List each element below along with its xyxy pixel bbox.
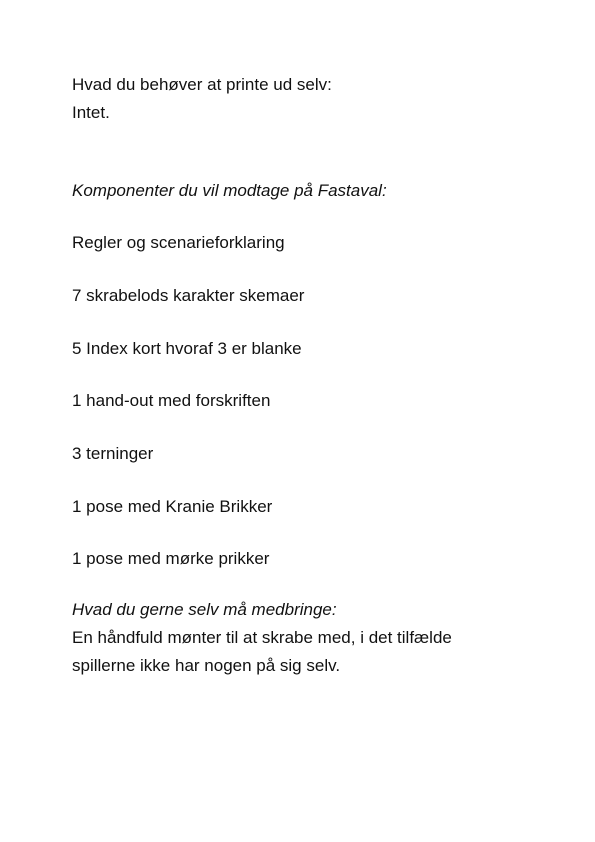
components-heading: Komponenter du vil modtage på Fastaval:	[72, 181, 387, 200]
component-item: 1 pose med Kranie Brikker	[72, 497, 273, 516]
component-item: 5 Index kort hvoraf 3 er blanke	[72, 339, 302, 358]
component-item: 1 pose med mørke prikker	[72, 549, 270, 568]
bring-heading: Hvad du gerne selv må medbringe:	[72, 600, 337, 619]
bring-text-line: spillerne ikke har nogen på sig selv.	[72, 656, 341, 675]
component-item: Regler og scenarieforklaring	[72, 233, 285, 252]
print-answer: Intet.	[72, 103, 110, 122]
bring-text-line: En håndfuld mønter til at skrabe med, i det tilfælde	[72, 628, 452, 647]
component-item: 7 skrabelods karakter skemaer	[72, 286, 305, 305]
component-item: 1 hand-out med forskriften	[72, 391, 271, 410]
component-item: 3 terninger	[72, 444, 154, 463]
print-heading: Hvad du behøver at printe ud selv:	[72, 75, 332, 94]
